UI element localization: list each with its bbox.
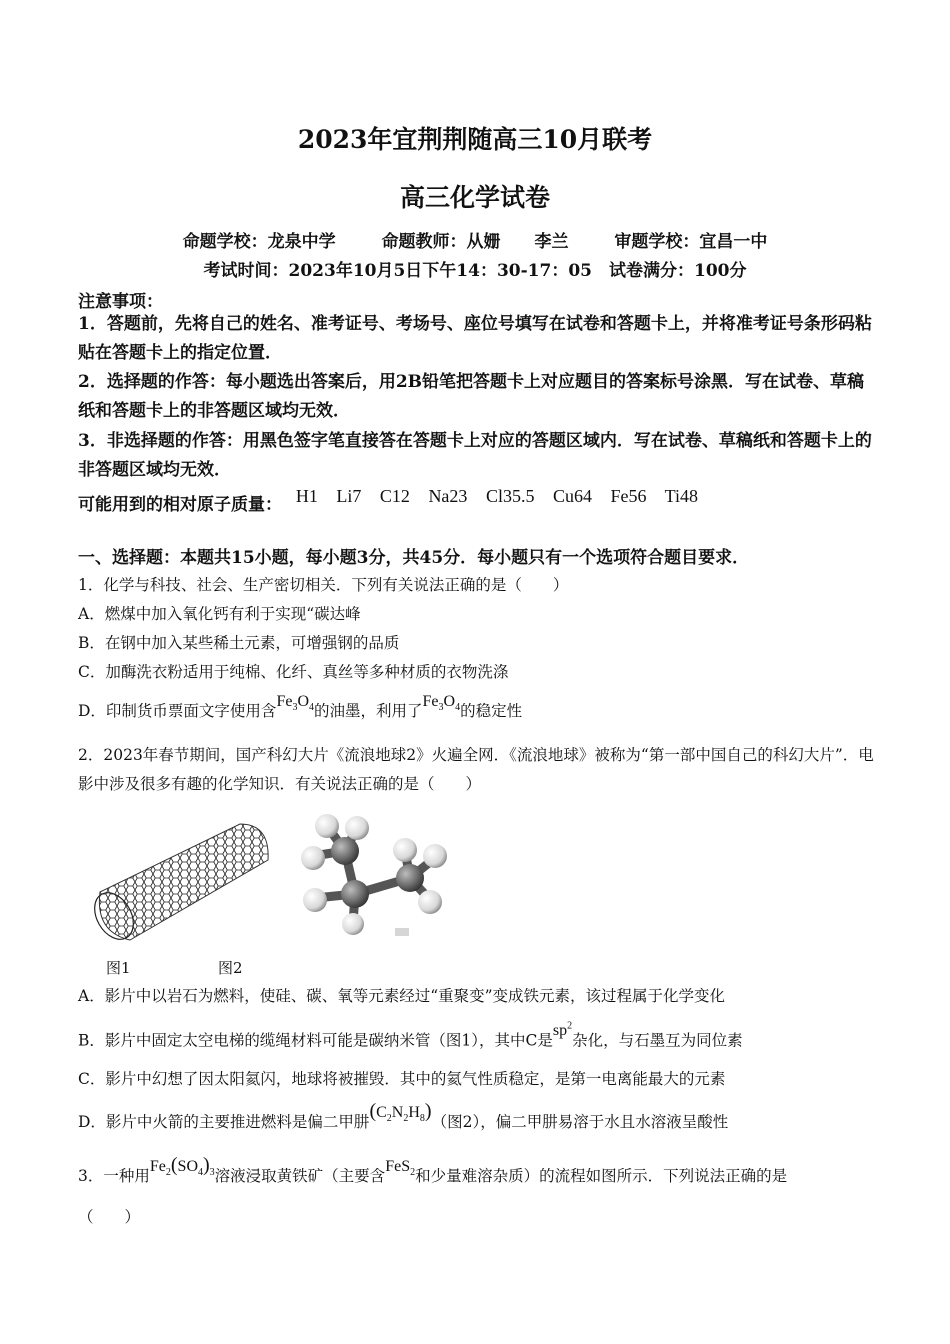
q2-stem: 2．2023年春节期间，国产科幻大片《流浪地球2》火遍全网．《流浪地球》被称为“第一部中国自己的科幻大片”．电影中涉及很多有趣的化学知识．有关说法正确的是（ ） [78,746,874,793]
image-artifact [395,928,409,936]
q1-option-c: C．加酶洗衣粉适用于纯棉、化纤、真丝等多种材质的衣物洗涤 [78,663,509,681]
mass-na: Na23 [428,486,468,506]
q1-option-d: D．印制货币票面文字使用含$Fe_3O_4$的油墨，利用了$Fe_3O_4$的稳定性 [78,693,523,720]
mass-fe: Fe56 [610,486,647,506]
q2-option-b: B．影片中固定太空电梯的缆绳材料可能是碳纳米管（图1），其中C是$sp^2$杂化，与石墨互为同位素 [78,1021,743,1050]
carbon-nanotube-figure [90,822,270,942]
formula-fe2so43: $Fe_2(SO_4)_3$ [149,1154,215,1179]
mass-li: Li7 [336,486,362,506]
formula-fe3o4: $Fe_3O_4$ [276,693,314,714]
q1-option-a: A．燃煤中加入氧化钙有利于实现“碳达峰 [78,605,361,623]
formula-fe3o4: $Fe_3O_4$ [422,693,461,714]
exam-subtitle: 高三化学试卷 [399,183,550,212]
mass-cu: Cu64 [552,486,592,506]
mass-ti: Ti48 [664,486,699,506]
atomic-mass-label: 可能用到的相对原子质量： [78,495,282,515]
formula-c2n2h8: $(C_2N_2H_8)$ [369,1100,432,1125]
figure-1-label: 图1 [106,959,131,977]
q1-option-b: B．在钢中加入某些稀土元素，可增强钢的品质 [78,634,400,652]
note-item-1: 1．答题前，先将自己的姓名、准考证号、考场号、座位号填写在试卷和答题卡上，并将准考证号条形码粘贴在答题卡上的指定位置． [78,314,872,363]
mass-h: H1 [295,486,318,506]
q3-stem: 3．一种用$Fe_2(SO_4)_3$溶液浸取黄铁矿（主要含FeS$_2$和少量难溶杂质）的流程如图所示．下列说法正确的是 [78,1154,788,1185]
exam-title: 2023年宜荆荆随高三10月联考 [297,125,653,154]
q2-option-d: D．影片中火箭的主要推进燃料是偏二甲肼$(C_2N_2H_8)$（图2），偏二甲肼易溶于水且水溶液呈酸性 [78,1100,729,1131]
q2-option-c: C．影片中幻想了因太阳氦闪，地球将被摧毁．其中的氦气性质稳定，是第一电离能最大的元素 [78,1070,726,1088]
atomic-mass-values [296,486,712,506]
setter-info [0,227,950,252]
q1-stem: 1．化学与科技、社会、生产密切相关．下列有关说法正确的是（ ） [78,576,569,594]
molecule-model-figure [285,806,450,936]
note-item-3: 3．非选择题的作答：用黑色签字笔直接答在答题卡上对应的答题区域内．写在试卷、草稿纸和答题卡上的非答题区域均无效． [78,431,872,480]
section-one-heading: 一、选择题：本题共15小题，每小题3分，共45分．每小题只有一个选项符合题目要求． [78,548,750,568]
note-item-2: 2．选择题的作答：每小题选出答案后，用2B铅笔把答题卡上对应题目的答案标号涂黑．写在试卷、草稿纸和答题卡上的非答题区域均无效． [78,372,865,421]
mass-cl: Cl35.5 [485,486,535,506]
formula-fes2: FeS$_2$ [385,1158,416,1179]
figure-2-label: 图2 [218,959,243,977]
q2-option-a: A．影片中以岩石为燃料，使硅、碳、氧等元素经过“重聚变”变成铁元素，该过程属于化学变化 [78,987,726,1005]
atomic-mass-line [78,486,712,515]
setter-school: 命题学校：龙泉中学 [182,232,336,252]
setter-teachers: 命题教师：从姗 李兰 [381,232,569,252]
mass-c: C12 [379,486,410,506]
formula-sp2: $sp^2$ [552,1021,573,1040]
review-school: 审题学校：宜昌一中 [614,232,768,252]
exam-time: 考试时间：2023年10月5日下午14：30-17：05 试卷满分：100分 [203,261,747,281]
q3-answer-bracket: （ ） [78,1208,141,1226]
notes-heading: 注意事项： [78,292,163,312]
